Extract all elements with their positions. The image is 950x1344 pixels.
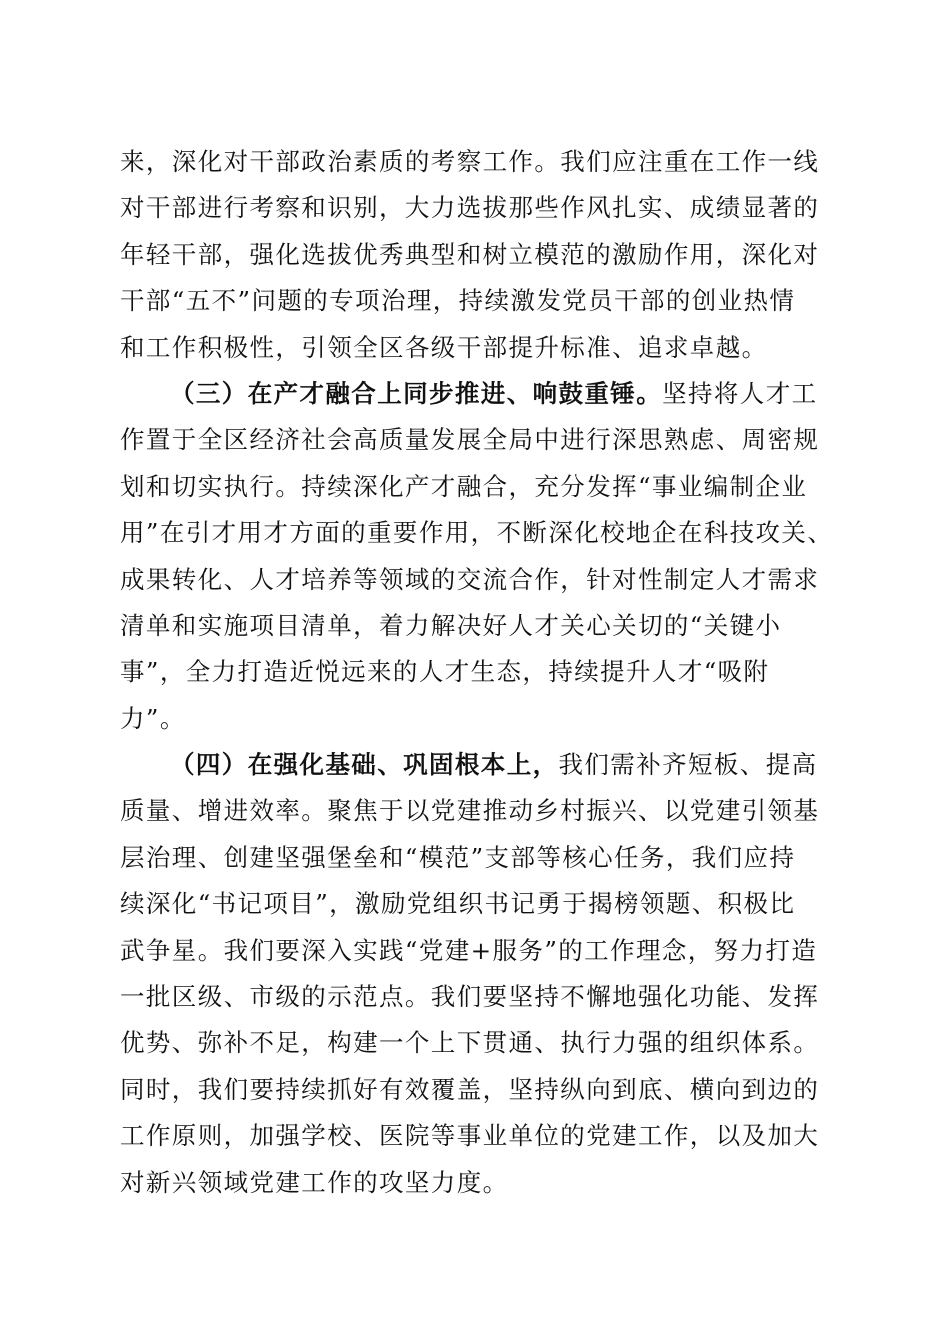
text-line: 工作原则，加强学校、医院等事业单位的党建工作，以及加大: [120, 1121, 820, 1151]
text-line: [120, 371, 830, 417]
paragraph-2: [120, 371, 834, 742]
text-line: 同时，我们要持续抓好有效覆盖，坚持纵向到底、横向到边的: [120, 1074, 820, 1104]
text-line: 对新兴领域党建工作的攻坚力度。: [120, 1167, 509, 1197]
text-line: 力”。: [120, 703, 186, 733]
text-line: 事”，全力打造近悦远来的人才生态，持续提升人才“吸附: [120, 657, 770, 687]
text-line: 划和切实执行。持续深化产才融合，充分发挥“事业编制企业: [120, 471, 808, 501]
text-line: 续深化“书记项目”，激励党组织书记勇于揭榜领题、积极比: [120, 889, 796, 919]
text-line: 和工作积极性，引领全区各级干部提升标准、追求卓越。: [120, 332, 768, 362]
text-line: 武争星。我们要深入实践“党建+服务”的工作理念，努力打造: [120, 935, 818, 965]
text-run: 我们需补齐短板、提高: [558, 750, 818, 780]
paragraph-1: [120, 139, 830, 371]
text-line: 成果转化、人才培养等领域的交流合作，针对性制定人才需求: [120, 564, 820, 594]
text-run: 坚持将人才工: [662, 378, 818, 408]
text-line: [120, 742, 830, 788]
section-heading-3: （三）在产才融合上同步推进、响鼓重锤。: [170, 378, 663, 408]
text-line: 作置于全区经济社会高质量发展全局中进行深思熟虑、周密规: [120, 425, 820, 455]
text-line: 用”在引才用才方面的重要作用，不断深化校地企在科技攻关、: [120, 518, 834, 548]
paragraph-3: [120, 742, 830, 1206]
text-line: 优势、弥补不足，构建一个上下贯通、执行力强的组织体系。: [120, 1028, 820, 1058]
text-line: 来，深化对干部政治素质的考察工作。我们应注重在工作一线: [120, 147, 820, 176]
document-body: [120, 139, 834, 1206]
text-line: 年轻干部，强化选拔优秀典型和树立模范的激励作用，深化对: [120, 239, 820, 269]
section-heading-4: （四）在强化基础、巩固根本上，: [170, 750, 559, 780]
text-line: 干部“五不”问题的专项治理，持续激发党员干部的创业热情: [120, 286, 796, 316]
text-line: 层治理、创建坚强堡垒和“模范”支部等核心任务，我们应持: [120, 842, 796, 872]
text-line: 一批区级、市级的示范点。我们要坚持不懈地强化功能、发挥: [120, 982, 820, 1012]
text-line: 质量、增进效率。聚焦于以党建推动乡村振兴、以党建引领基: [120, 796, 820, 826]
text-line: 清单和实施项目清单，着力解决好人才关心关切的“关键小: [120, 610, 782, 640]
text-line: 对干部进行考察和识别，大力选拔那些作风扎实、成绩显著的: [120, 193, 820, 223]
